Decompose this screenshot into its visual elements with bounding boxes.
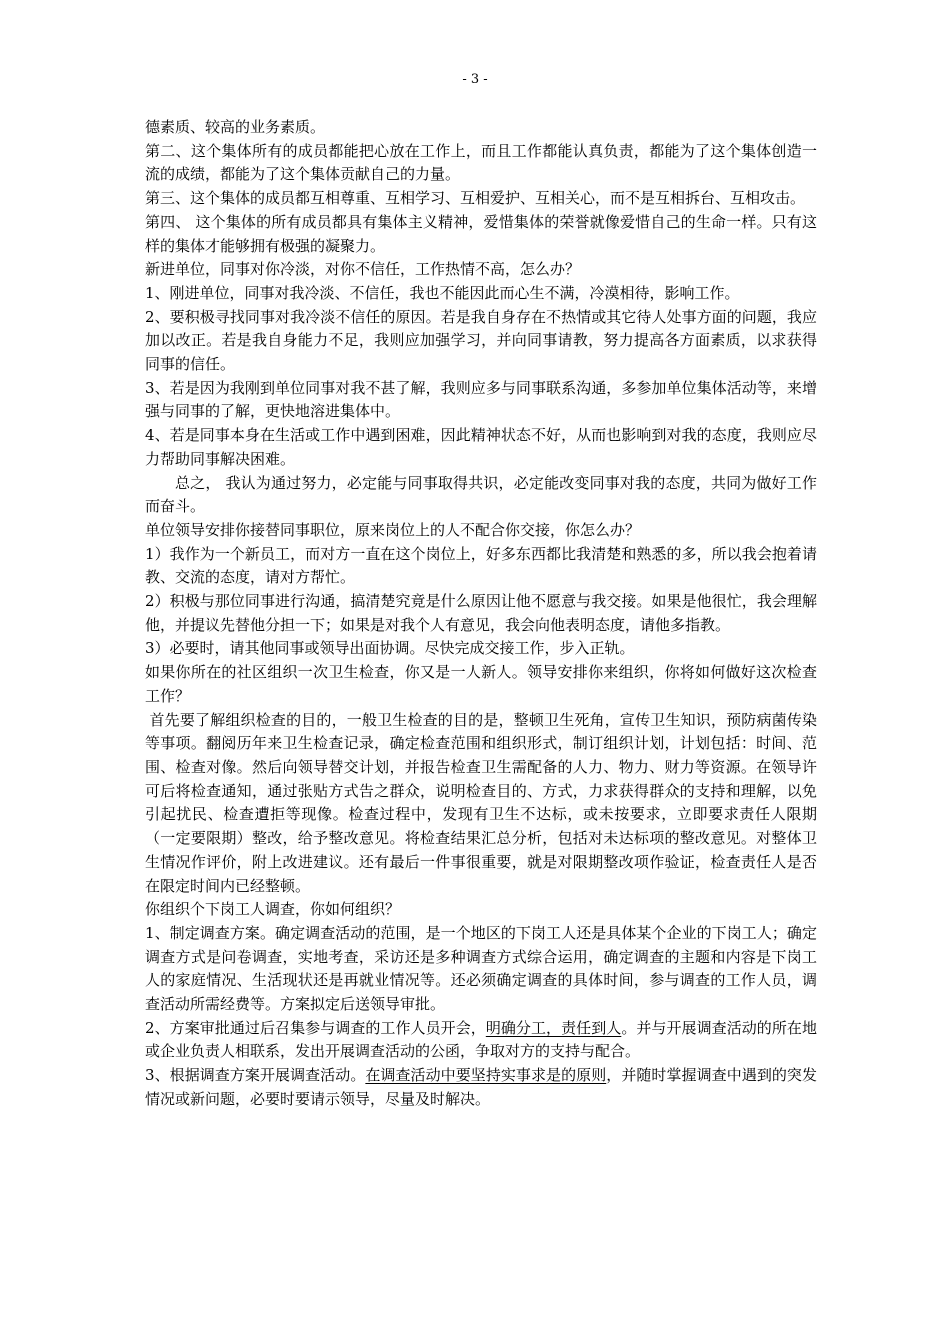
answer-survey-3-pre: 3、根据调查方案开展调查活动。 [145,1066,366,1085]
question-hygiene-inspection: 如果你所在的社区组织一次卫生检查，你又是一人新人。领导安排你来组织，你将如何做好这次检查工作？ [145,663,817,705]
answer-survey-3-post: ，并随时掌握调查中遇到的突发情况或新问题，必要时要请示领导，尽量及时解决。 [145,1066,817,1108]
answer-cold-colleagues-2: 2、要积极寻找同事对我冷淡不信任的原因。若是我自身存在不热情或其它待人处事方面的问题，我应加以改正。若是我自身能力不足，我则应加强学习，并向同事请教，努力提高各方面素质，以求获得同事的信任。 [145,307,817,374]
paragraph-point-three: 第三、这个集体的成员都互相尊重、互相学习、互相爱护、互相关心，而不是互相拆台、互相攻击。 [145,189,806,208]
question-laid-off-survey: 你组织个下岗工人调查，你如何组织？ [145,900,401,919]
paragraph-point-four: 第四、 这个集体的所有成员都具有集体主义精神，爱惜集体的荣誉就像爱惜自己的生命一样。只有这样的集体才能够拥有极强的凝聚力。 [145,212,817,255]
answer-survey-2-post: 。并与开展调查活动的所在地或企业负责人相联系，发出开展调查活动的公函，争取对方的支持与配合。 [145,1018,817,1061]
answer-survey-3-underlined: 在调查活动中要坚持实事求是的原则 [365,1066,607,1085]
answer-survey-2-underlined: 明确分工，责任到人 [485,1018,622,1037]
answer-handover-1: 1）我作为一个新员工，而对方一直在这个岗位上，好多东西都比我清楚和熟悉的多，所以我会抱着请教、交流的态度，请对方帮忙。 [145,544,817,587]
answer-survey-2 [145,1017,817,1064]
question-handover: 单位领导安排你接替同事职位，原来岗位上的人不配合你交接，你怎么办？ [145,520,641,539]
question-cold-colleagues: 新进单位，同事对你冷淡，对你不信任，工作热情不高，怎么办？ [145,260,581,279]
answer-handover-3: 3）必要时，请其他同事或领导出面协调。尽快完成交接工作，步入正轨。 [145,639,635,658]
answer-hygiene-inspection: 首先要了解组织检查的目的，一般卫生检查的目的是，整顿卫生死角，宣传卫生知识，预防病菌传染等事项。翻阅历年来卫生检查记录，确定检查范围和组织形式，制订组织计划，计划包括：时间、范围、检查对像。然后向领导替交计划，并报告检查卫生需配备的人力、物力、财力等资源。在领导许可后将检查通知，通过张贴方式告之群众，说明检查目的、方式，力求获得群众的支持和理解，以免引起扰民、检查遭拒等现像。检查过程中，发现有卫生不达标，或未按要求，立即要求责任人限期（一定要限期）整改，给予整改意见。将检查结果汇总分析，包括对未达标项的整改意见。对整体卫生情况作评价，附上改进建议。还有最后一件事很重要，就是对限期整改项作验证，检查责任人是否在限定时间内已经整顿。 [145,710,817,895]
paragraph-point-two: 第二、这个集体所有的成员都能把心放在工作上，而且工作都能认真负责，都能为了这个集体创造一流的成绩，都能为了这个集体贡献自己的力量。 [145,141,817,184]
answer-survey-2-pre: 2、方案审批通过后召集参与调查的工作人员开会， [145,1018,486,1037]
answer-cold-colleagues-1: 1、刚进单位，同事对我冷淡、不信任，我也不能因此而心生不满，冷漠相待，影响工作。 [145,283,740,302]
paragraph-moral-quality: 德素质、较高的业务素质。 [145,118,326,136]
answer-handover-2: 2）积极与那位同事进行沟通，搞清楚究竟是什么原因让他不愿意与我交接。如果是他很忙，我会理解他，并提议先替他分担一下；如果是对我个人有意见，我会向他表明态度，请他多指教。 [145,592,817,634]
document-body [145,116,817,1112]
answer-survey-3 [145,1064,817,1111]
answer-cold-colleagues-3: 3、若是因为我刚到单位同事对我不甚了解，我则应多与同事联系沟通，多参加单位集体活动等，来增强与同事的了解，更快地溶进集体中。 [145,378,817,421]
answer-cold-colleagues-4: 4、若是同事本身在生活或工作中遇到困难，因此精神状态不好，从而也影响到对我的态度，我则应尽力帮助同事解决困难。 [145,426,817,468]
page-number: - 3 - [462,72,488,87]
answer-survey-1: 1、制定调查方案。确定调查活动的范围，是一个地区的下岗工人还是具体某个企业的下岗工人；确定调查方式是问卷调查，实地考查，采访还是多种调查方式综合运用，确定调查的主题和内容是下岗工人的家庭情况、生活现状还是再就业情况等。还必须确定调查的具体时间，参与调查的工作人员，调查活动所需经费等。方案拟定后送领导审批。 [145,923,817,1014]
answer-cold-colleagues-summary: 总之， 我认为通过努力，必定能与同事取得共识，必定能改变同事对我的态度，共同为做好工作而奋斗。 [145,473,817,516]
